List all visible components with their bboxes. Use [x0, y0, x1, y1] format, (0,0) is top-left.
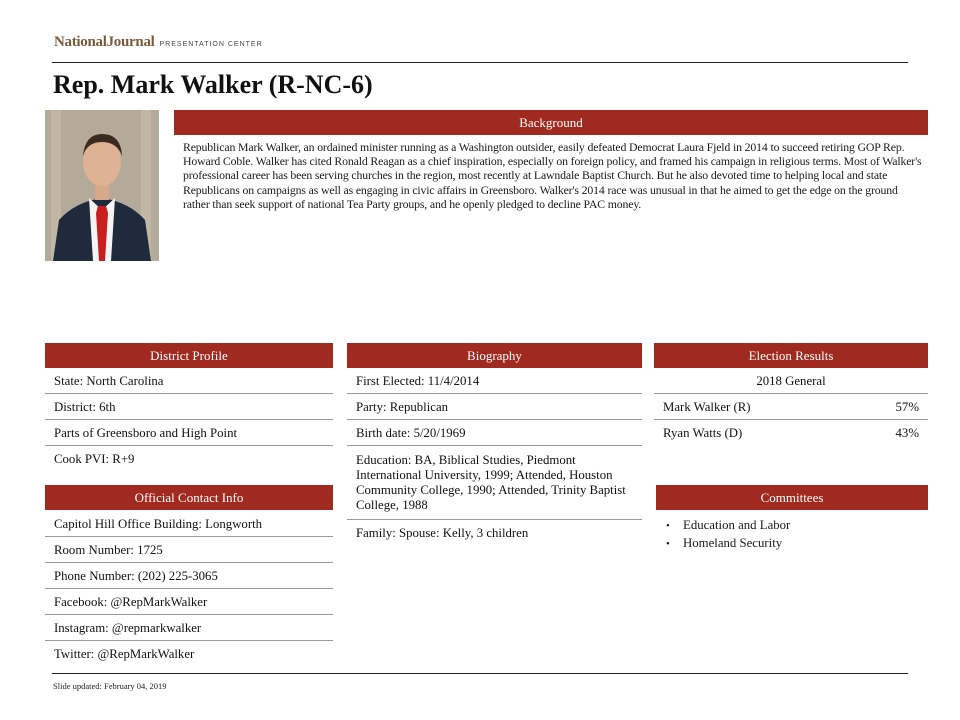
contact-room-number: Room Number: 1725 — [45, 537, 333, 563]
district-number: District: 6th — [45, 394, 333, 420]
candidate-name: Mark Walker (R) — [663, 400, 751, 414]
committees-header: Committees — [656, 485, 928, 510]
election-name: 2018 General — [654, 368, 928, 394]
brand-logo — [54, 34, 263, 51]
bio-education: Education: BA, Biblical Studies, Piedmont International University, 1999; Attended, Houston Community College, 1990; Attended, Trinity Baptist College, 1988 — [347, 446, 642, 520]
page-title: Rep. Mark Walker (R-NC-6) — [53, 70, 373, 99]
top-divider — [52, 62, 908, 63]
committee-item: • Homeland Security — [666, 535, 790, 553]
candidate-name: Ryan Watts (D) — [663, 426, 743, 440]
district-cook-pvi: Cook PVI: R+9 — [54, 452, 135, 466]
bio-party: Party: Republican — [347, 394, 642, 420]
candidate-pct: 57% — [895, 400, 919, 414]
committees-list — [666, 517, 790, 552]
contact-office-building: Capitol Hill Office Building: Longworth — [45, 511, 333, 537]
committee-item: • Education and Labor — [666, 517, 790, 535]
contact-instagram: Instagram: @repmarkwalker — [45, 615, 333, 641]
bullet-icon: • — [666, 520, 670, 532]
contact-header: Official Contact Info — [45, 485, 333, 510]
bio-first-elected: First Elected: 11/4/2014 — [347, 368, 642, 394]
election-results-list — [654, 368, 928, 446]
district-profile-list — [45, 368, 333, 472]
brand-name: NationalJournal — [54, 34, 155, 50]
portrait-photo — [45, 110, 159, 261]
candidate-pct: 43% — [895, 426, 919, 440]
election-result-row — [654, 394, 928, 420]
district-state: State: North Carolina — [45, 368, 333, 394]
contact-twitter: Twitter: @RepMarkWalker — [54, 647, 195, 661]
brand-subtitle: PRESENTATION CENTER — [159, 41, 263, 48]
biography-header: Biography — [347, 343, 642, 368]
biography-list — [347, 368, 642, 546]
election-result-row — [654, 420, 928, 446]
contact-facebook: Facebook: @RepMarkWalker — [45, 589, 333, 615]
background-header: Background — [174, 110, 928, 135]
contact-phone: Phone Number: (202) 225-3065 — [45, 563, 333, 589]
district-area: Parts of Greensboro and High Point — [45, 420, 333, 446]
bottom-divider — [52, 673, 908, 674]
district-profile-header: District Profile — [45, 343, 333, 368]
contact-list — [45, 511, 333, 667]
slide-updated-note: Slide updated: February 04, 2019 — [53, 681, 167, 691]
election-results-header: Election Results — [654, 343, 928, 368]
bullet-icon: • — [666, 537, 670, 550]
background-text: Republican Mark Walker, an ordained minister running as a Washington outsider, easily defeated Democrat Laura Fjeld in 2014 to succeed retiring GOP Rep. Howard Coble. Walker has cited Ronald Reagan as a chief inspiration, especially on foreign policy, and framed his campaign in religious terms. Most of Walker's professional career has been serving churches in the region, most recently at Lawndale Baptist Church. But he also devoted time to helping local and state Republicans on campaigns as well as engaging in civic affairs in Greensboro. Walker's 2014 race was unusual in that he aimed to get the edge on the ground rather than seek support of national Tea Party groups, and he openly pledged to decline PAC money. — [183, 140, 922, 211]
bio-birth-date: Birth date: 5/20/1969 — [347, 420, 642, 446]
bio-family: Family: Spouse: Kelly, 3 children — [356, 526, 529, 540]
